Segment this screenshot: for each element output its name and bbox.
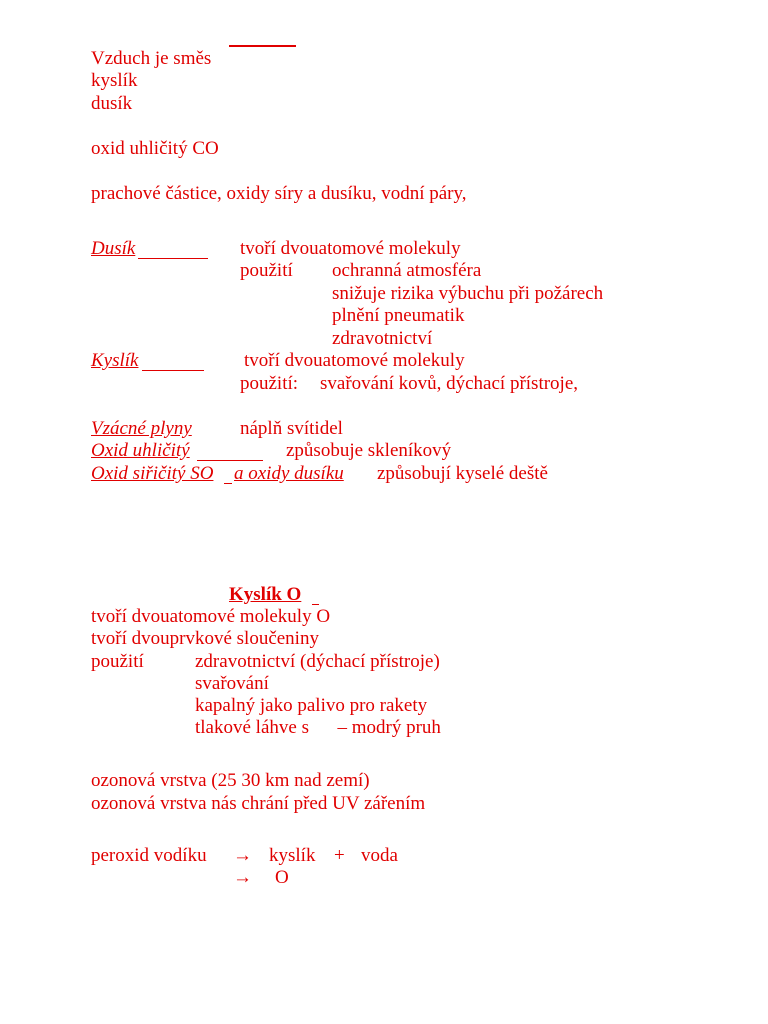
gas-desc-kyslik: tvoří dvouatomové molekuly [244, 350, 465, 371]
gas-name-oxid-siricity: Oxid siřičitý SO [91, 463, 214, 484]
blank-underline [229, 45, 296, 47]
intro-line-1: Vzduch je směs [91, 48, 212, 69]
ozone-line-2: ozonová vrstva nás chrání před UV zářením [91, 793, 426, 814]
gas-desc-oxid-uhlicity: způsobuje skleníkový [286, 440, 452, 461]
gas-name-kyslik: Kyslík [91, 350, 139, 371]
reaction-reactant: peroxid vodíku [91, 845, 207, 866]
use-label-kyslik: použití: [240, 373, 299, 394]
use-label-dusik: použití [240, 260, 293, 281]
underline-filler [197, 460, 263, 461]
oxygen-use-4: tlakové láhve s – modrý pruh [195, 717, 441, 738]
oxygen-use-3: kapalný jako palivo pro rakety [195, 695, 428, 716]
reaction-arrow-2: → [233, 867, 252, 888]
gas-desc-vzacne: náplň svítidel [240, 418, 343, 439]
gas-name-dusik: Dusík [91, 238, 136, 259]
use-kyslik: svařování kovů, dýchací přístroje, [320, 373, 579, 394]
gas-desc-dusik: tvoří dvouatomové molekuly [240, 238, 461, 259]
use-dusik-3: plnění pneumatik [332, 305, 465, 326]
intro-line-4: oxid uhličitý CO [91, 138, 219, 159]
section-title: Kyslík O [229, 584, 302, 605]
gas-desc-oxid-siricity: způsobují kyselé deště [377, 463, 548, 484]
use-dusik-1: ochranná atmosféra [332, 260, 482, 281]
oxygen-line-1: tvoří dvouatomové molekuly O [91, 606, 331, 627]
oxygen-use-2: svařování [195, 673, 269, 694]
ozone-line-1: ozonová vrstva (25 30 km nad zemí) [91, 770, 370, 791]
oxygen-use-label: použití [91, 651, 144, 672]
oxygen-use-1: zdravotnictví (dýchací přístroje) [195, 651, 440, 672]
reaction-arrow-1: → [233, 845, 252, 866]
intro-line-2: kyslík [91, 70, 138, 91]
reaction-product-2: voda [361, 845, 398, 866]
reaction-product-3: O [275, 867, 289, 888]
underline-filler [312, 604, 319, 605]
gas-name-oxid-uhlicity: Oxid uhličitý [91, 440, 190, 461]
gas-name-oxid-siricity-2: a oxidy dusíku [234, 463, 344, 484]
intro-line-5: prachové částice, oxidy síry a dusíku, vodní páry, [91, 183, 467, 204]
reaction-plus: + [334, 845, 345, 866]
underline-filler [224, 483, 232, 484]
reaction-product-1: kyslík [269, 845, 316, 866]
use-dusik-4: zdravotnictví [332, 328, 433, 349]
oxygen-line-2: tvoří dvouprvkové sloučeniny [91, 628, 319, 649]
underline-filler [138, 258, 208, 259]
underline-filler [142, 370, 204, 371]
use-dusik-2: snižuje rizika výbuchu při požárech [332, 283, 604, 304]
gas-name-vzacne: Vzácné plyny [91, 418, 192, 439]
intro-line-3: dusík [91, 93, 133, 114]
